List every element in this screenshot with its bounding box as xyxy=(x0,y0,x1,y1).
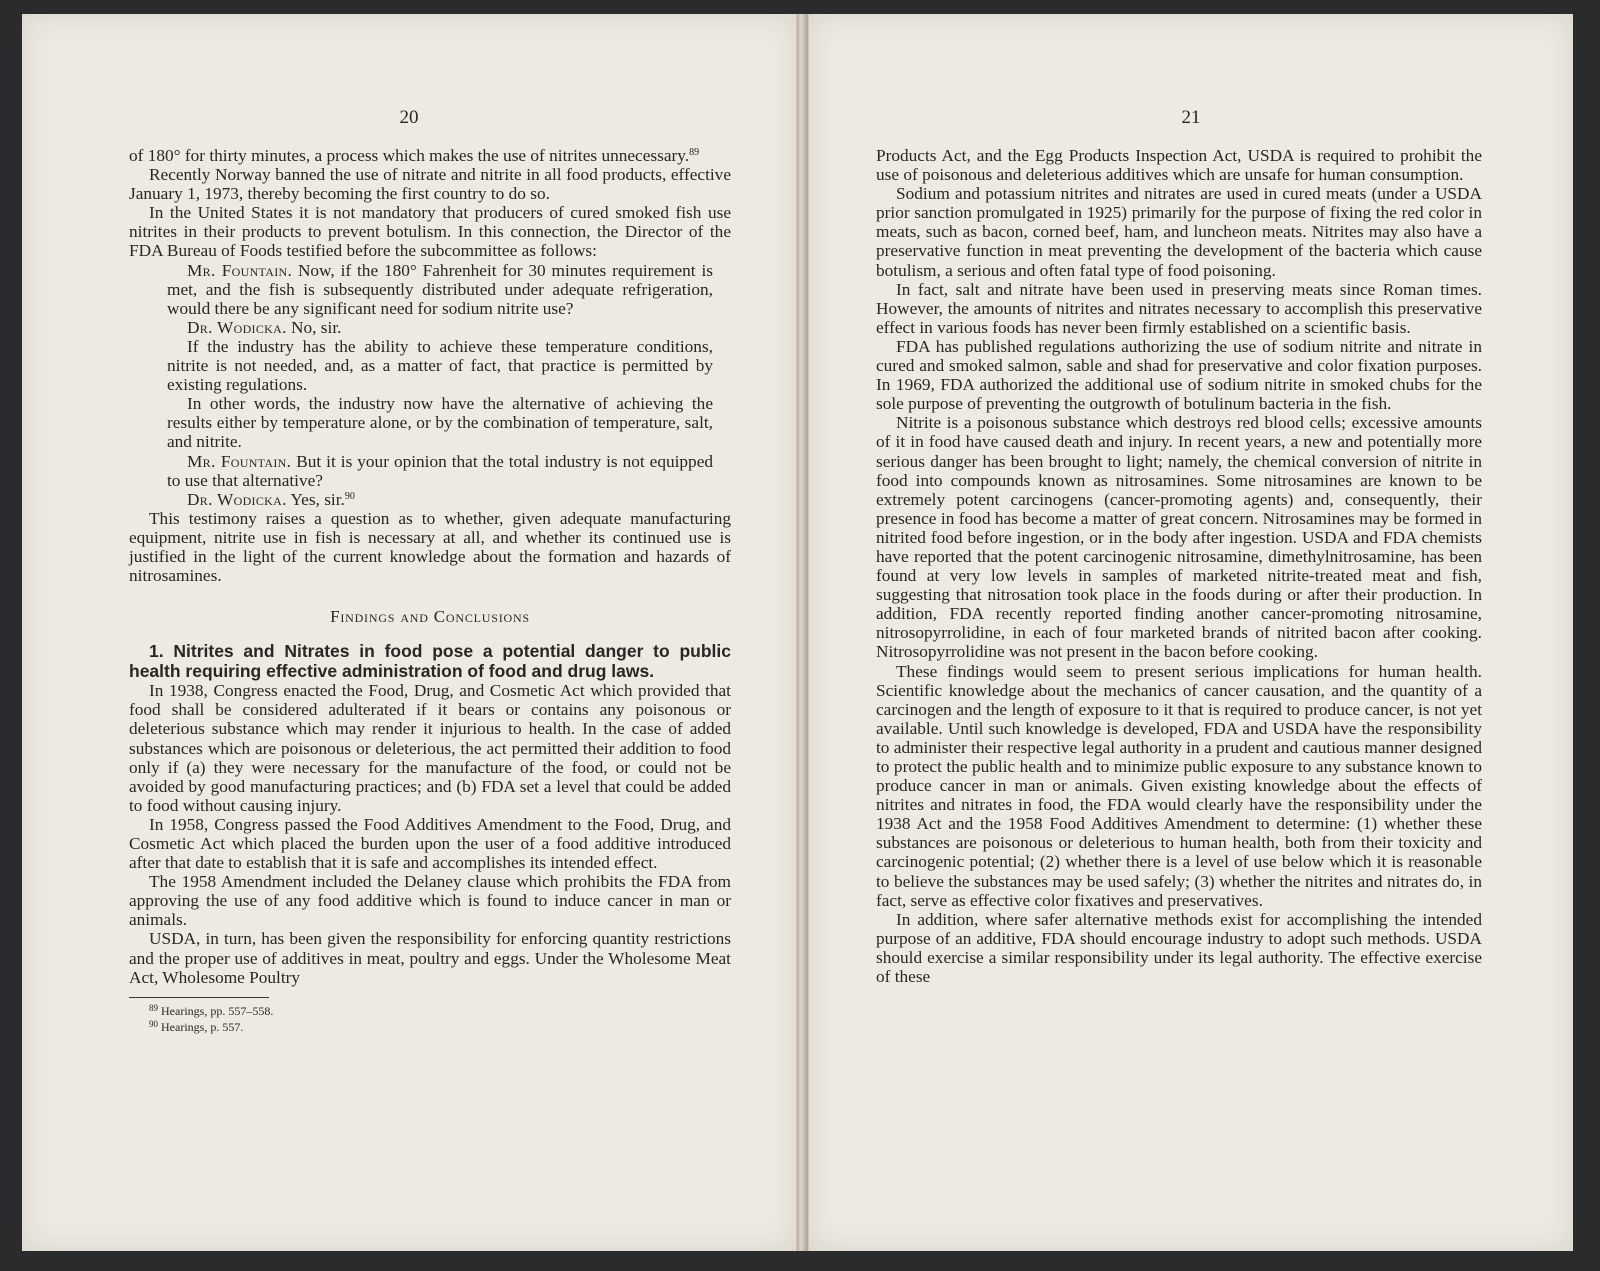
footnote: $^{89}$ Hearings, pp. 557–558. xyxy=(149,1002,274,1018)
section-title: Findings and Conclusions xyxy=(330,607,530,627)
paragraph: In 1958, Congress passed the Food Additives Amendment to the Food, Drug, and Cosmetic Act which placed the burden upon the user of a food additive introduced after that date to establish that it is safe and accomplishes its intended effect. xyxy=(129,814,731,873)
page-number-right: 21 xyxy=(1181,107,1201,128)
right-page-text xyxy=(876,146,1482,986)
right-page xyxy=(808,14,1573,1251)
page-number-left: 20 xyxy=(399,107,419,128)
paragraph: Sodium and potassium nitrites and nitrates are used in cured meats (under a USDA prior sanction promulgated in 1925) primarily for the purpose of fixing the red color in meats, such as bacon, corned beef, ham, and luncheon meats. Nitrites may also have a preservative function in meat preventing the development of the bacteria which cause botulism, a serious and often fatal type of food poisoning. xyxy=(876,184,1482,280)
testimony-line: Mr. Fountain. But it is your opinion that the total industry is not equipped to use that alternative? xyxy=(167,451,713,490)
paragraph: These findings would seem to present serious implications for human health. Scientific knowledge about the mechanics of cancer causation, and the quantity of a carcinogen and the length of exposure to it that is required to produce cancer, is not yet available. Until such knowledge is developed, FDA and USDA have the responsibility to administer their respective legal authority in a prudent and cautious manner designed to protect the public health and to minimize public exposure to any substance known to produce cancer in man or animals. Given existing knowledge about the effects of nitrites and nitrates in food, the FDA would clearly have the responsibility under the 1938 Act and the 1958 Food Additives Amendment to determine: (1) whether these substances are poisonous or deleterious to human health, both from their toxicity and carcinogenic potential; (2) whether there is a level of use below which it is reasonable to believe the substances may be used safely; (3) whether the nitrites and nitrates do, in fact, serve as effective color fixatives and preservatives. xyxy=(876,661,1482,910)
testimony-line: In other words, the industry now have the alternative of achieving the results either by temperature alone, or by the combination of temperature, salt, and nitrite. xyxy=(167,394,713,452)
paragraph: In the United States it is not mandatory that producers of cured smoked fish use nitrites in their products to prevent botulism. In this connection, the Director of the FDA Bureau of Foods testified before the subcommittee as follows: xyxy=(129,203,731,261)
paragraph: In 1938, Congress enacted the Food, Drug, and Cosmetic Act which provided that food shall be considered adulterated if it bears or contains any poisonous or deleterious substance which may render it injurious to health. In the case of added substances which are poisonous or deleterious, the act permitted their addition to food only if (a) they were necessary for the manufacture of the food, or could not be avoided by good manufacturing practices; and (b) FDA set a level that could be added to food without causing injury. xyxy=(129,681,731,815)
paragraph: of 180° for thirty minutes, a process which makes the use of nitrites unnecessary.$^{89}$ xyxy=(129,146,700,165)
footnote: $^{90}$ Hearings, p. 557. xyxy=(149,1018,244,1034)
paragraph: Nitrite is a poisonous substance which destroys red blood cells; excessive amounts of it in food have caused death and injury. In recent years, a new and potentially more serious danger has been brought to light; namely, the chemical conversion of nitrite in food into compounds known as nitrosamines. Some nitrosamines are known to be extremely potent carcinogens (cancer-promoting agents) and, consequently, their presence in food has become a matter of great concern. Nitrosamines may be formed in nitrited food before ingestion, or in the body after ingestion. USDA and FDA chemists have reported that the potent carcinogenic nitrosamine, dimethylnitrosamine, has been found at very low levels in samples of marketed nitrite-treated meat and fish, suggesting that nitrosation took place in the foods during or after their production. In addition, FDA recently reported finding another cancer-promoting nitrosamine, nitrosopyrrolidine, in each of four marketed brands of nitrited bacon after cooking. Nitrosopyrrolidine was not present in the bacon before cooking. xyxy=(876,413,1482,662)
testimony-quote xyxy=(167,261,713,509)
book-gutter xyxy=(796,14,808,1251)
paragraph: The 1958 Amendment included the Delaney clause which prohibits the FDA from approving the use of any food additive which is found to induce cancer in man or animals. xyxy=(129,872,731,930)
paragraph: This testimony raises a question as to whether, given adequate manufacturing equipment, nitrite use in fish is necessary at all, and whether its continued use is justified in the light of the current knowledge about the formation and hazards of nitrosamines. xyxy=(129,508,731,586)
paragraph: In addition, where safer alternative methods exist for accomplishing the intended purpose of an additive, FDA should encourage industry to adopt such methods. USDA should exercise a similar responsibility under its legal authority. The effective exercise of these xyxy=(876,909,1482,987)
finding-heading: 1. Nitrites and Nitrates in food pose a potential danger to public health requiring effective administration of food and drug laws. xyxy=(129,641,731,681)
left-page-text xyxy=(129,146,731,1034)
paragraph: In fact, salt and nitrate have been used in preserving meats since Roman times. However, the amounts of nitrites and nitrates necessary to accomplish this preservative effect in various foods has never been firmly established on a scientific basis. xyxy=(876,279,1482,337)
paragraph: USDA, in turn, has been given the responsibility for enforcing quantity restrictions and the proper use of additives in meat, poultry and eggs. Under the Wholesome Meat Act, Wholesome Poultry xyxy=(129,929,731,987)
footnote-rule xyxy=(129,997,269,998)
testimony-line: Dr. Wodicka. Yes, sir.$^{90}$ xyxy=(187,489,355,509)
paragraph: Recently Norway banned the use of nitrate and nitrite in all food products, effective January 1, 1973, thereby becoming the first country to do so. xyxy=(129,165,731,204)
testimony-line: Mr. Fountain. Now, if the 180° Fahrenheit for 30 minutes requirement is met, and the fish is subsequently distributed under adequate refrigeration, would there be any significant need for sodium nitrite use? xyxy=(167,260,713,318)
testimony-line: If the industry has the ability to achieve these temperature conditions, nitrite is not needed, and, as a matter of fact, that practice is permitted by existing regulations. xyxy=(167,336,713,395)
paragraph: FDA has published regulations authorizing the use of sodium nitrite and nitrate in cured and smoked salmon, sable and shad for preservative and color fixation purposes. In 1969, FDA authorized the additional use of sodium nitrite in smoked chubs for the sole purpose of preventing the outgrowth of botulinum bacteria in the fish. xyxy=(876,336,1482,414)
left-page xyxy=(22,14,797,1251)
paragraph: Products Act, and the Egg Products Inspection Act, USDA is required to prohibit the use of poisonous and deleterious additives which are unsafe for human consumption. xyxy=(876,146,1482,185)
testimony-line: Dr. Wodicka. No, sir. xyxy=(187,317,342,337)
